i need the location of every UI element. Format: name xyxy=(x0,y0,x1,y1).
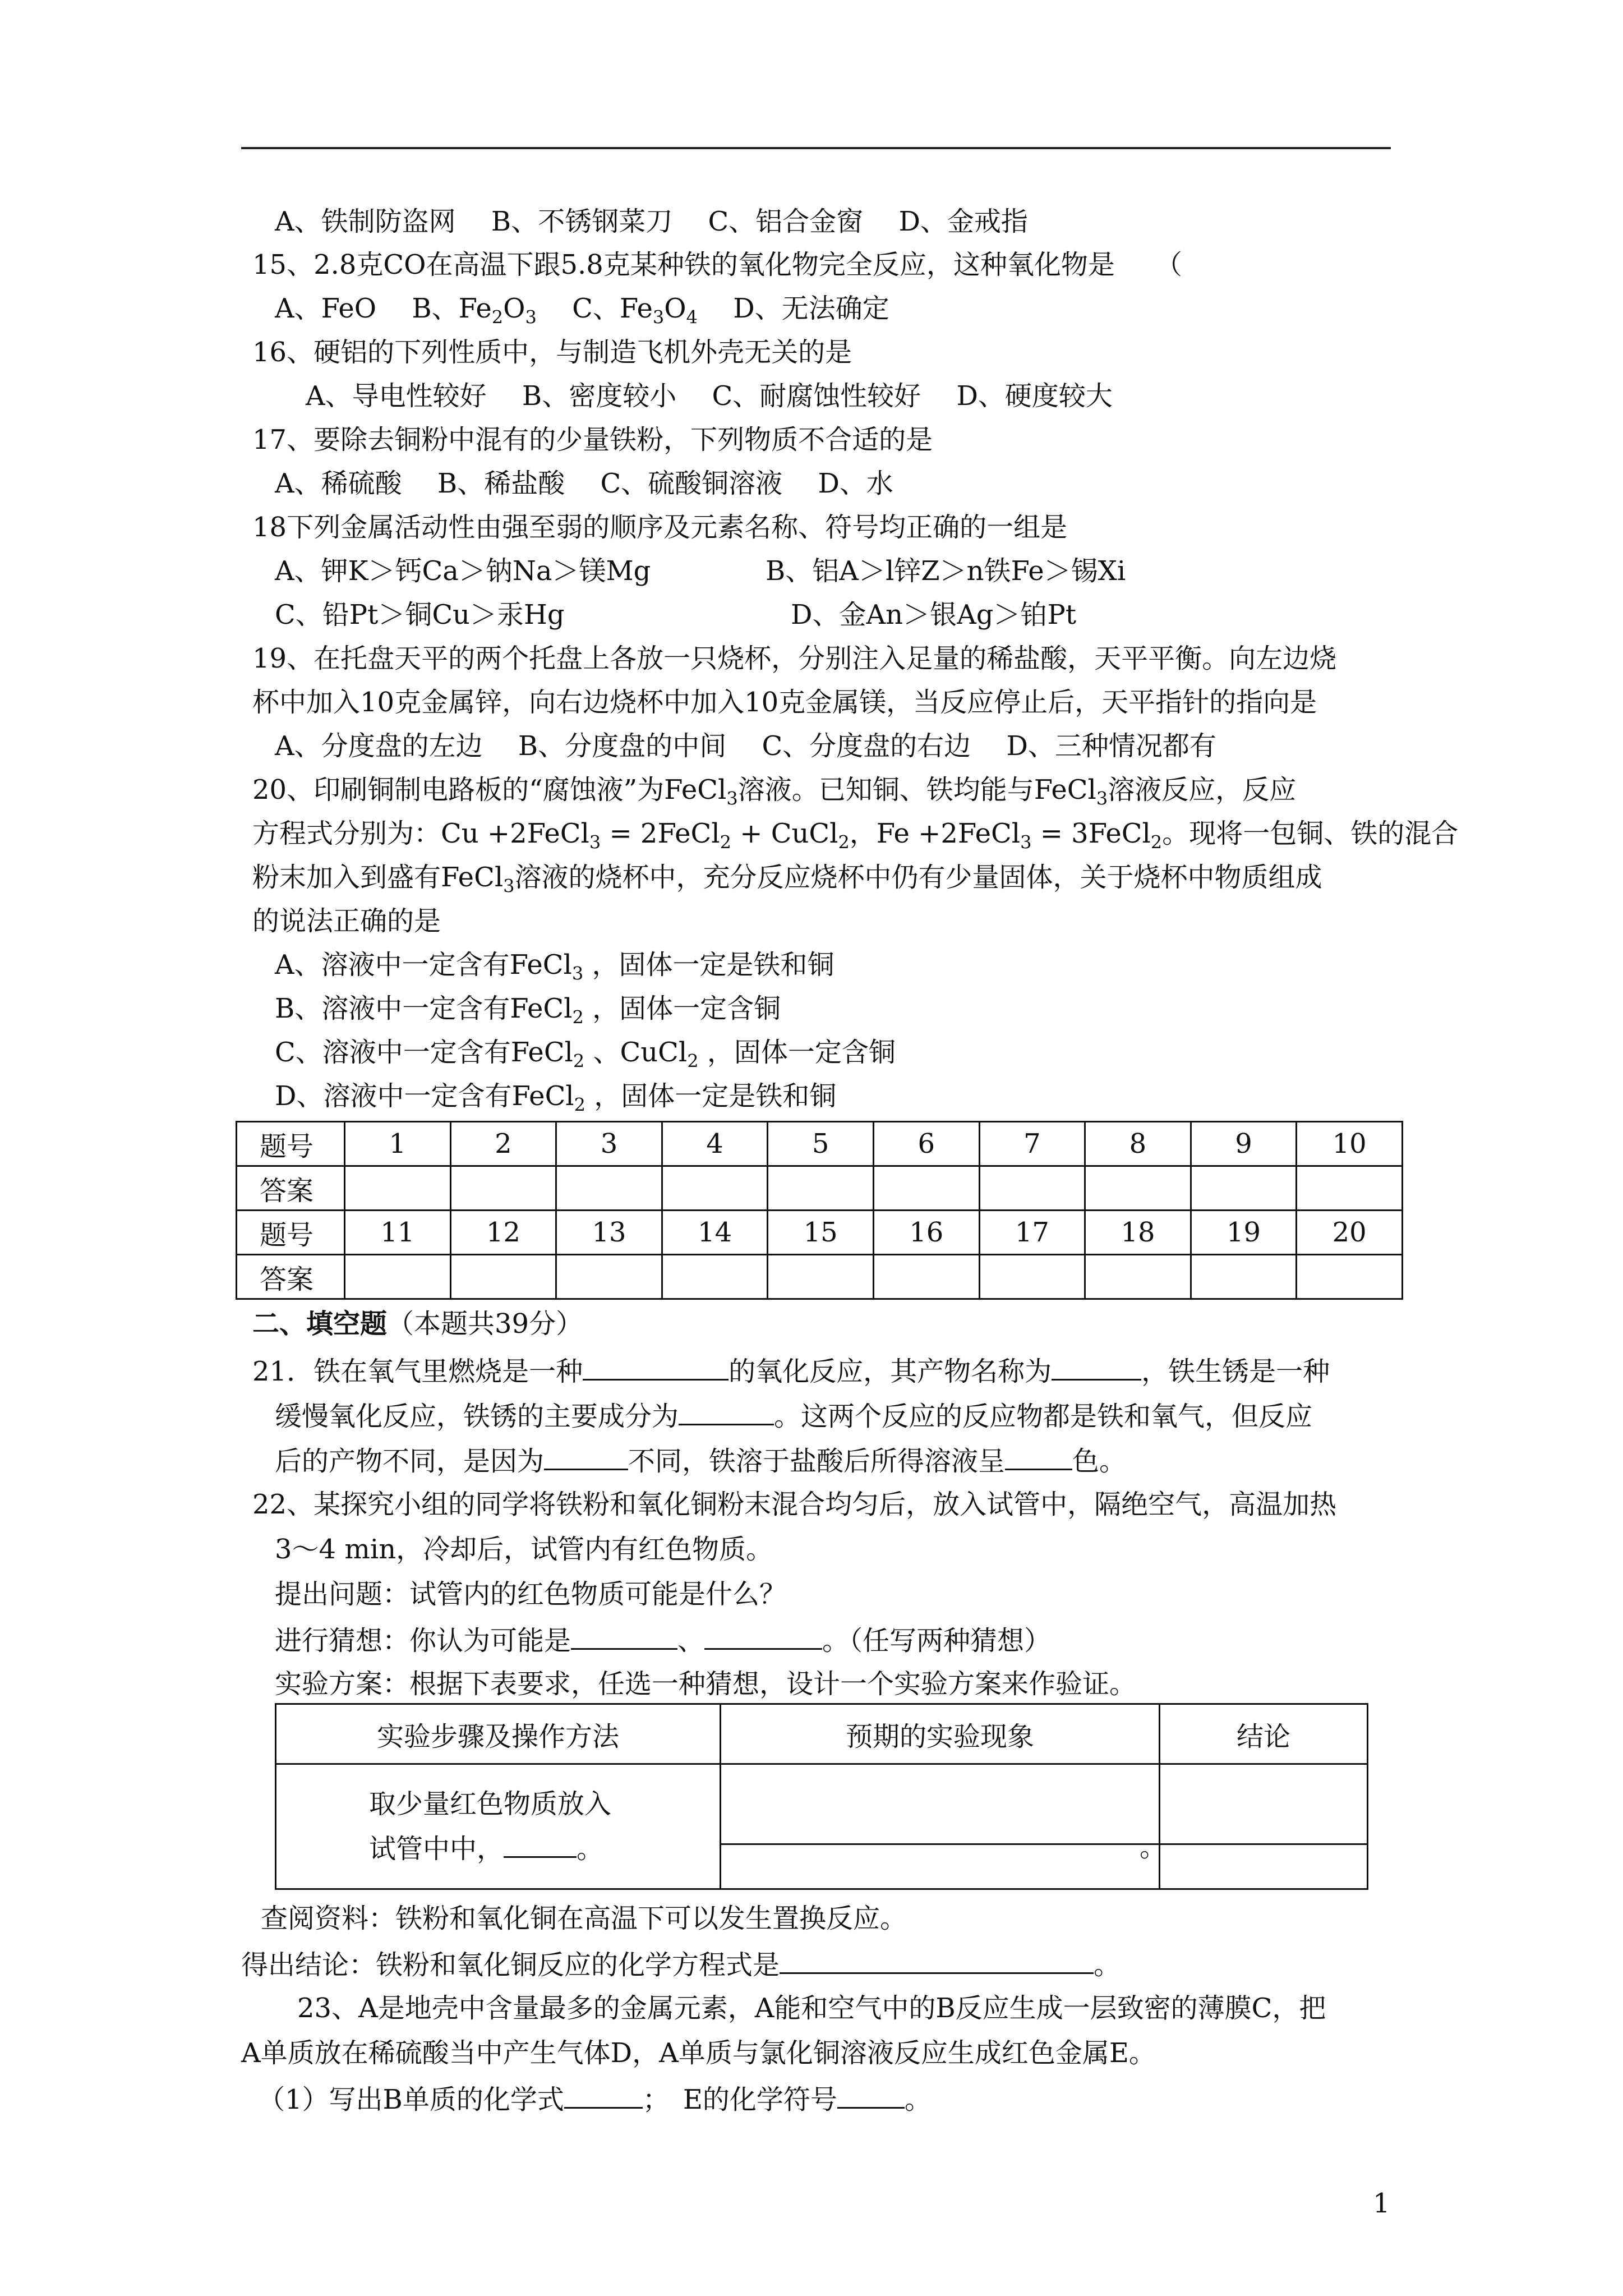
answer-table-cell: 2 xyxy=(450,1122,556,1166)
q20-line2: 方程式分别为：Cu +2FeCl$_3$ = 2FeCl$_2$ + CuCl$_2$，Fe +2FeCl$_3$ = 3FeCl$_2$。现将一包铜、铁的混合 xyxy=(252,818,1459,853)
q20-option-b: B、溶液中一定含有FeCl$_2$ ，固体一定含铜 xyxy=(275,993,781,1028)
q15-options: A、FeO B、$Fe_2O_3$ C、$Fe_3O_4$ D、无法确定 xyxy=(275,293,889,328)
experiment-table xyxy=(275,1703,1368,1890)
answer-table xyxy=(236,1121,1403,1300)
q19-options: A、分度盘的左边 B、分度盘的中间 C、分度盘的右边 D、三种情况都有 xyxy=(275,730,1216,762)
q19-line1: 19、在托盘天平的两个托盘上各放一只烧杯，分别注入足量的稀盐酸，天平平衡。向左边烧 xyxy=(252,643,1337,674)
q15-stem: 15、2.8克CO在高温下跟5.8克某种铁的氧化物完全反应，这种氧化物是 （ xyxy=(252,249,1182,280)
q21-line3: 后的产物不同，是因为 不同，铁溶于盐酸后所得溶液呈 色。 xyxy=(275,1443,1126,1478)
fill-blank[interactable] xyxy=(583,1353,728,1381)
phenomenon-inner-rule xyxy=(721,1843,1159,1845)
q20-option-a: A、溶液中一定含有FeCl$_3$ ，固体一定是铁和铜 xyxy=(275,949,834,984)
answer-blank[interactable] xyxy=(450,1166,556,1211)
answer-table-label-question: 题号 xyxy=(237,1122,345,1166)
q17-options: A、稀硫酸 B、稀盐酸 C、硫酸铜溶液 D、水 xyxy=(275,468,893,499)
answer-table-cell: 4 xyxy=(662,1122,768,1166)
q23-line1: 23、A是地壳中含量最多的金属元素，A能和空气中的B反应生成一层致密的薄膜C，把 xyxy=(297,1993,1326,2024)
answer-table-cell: 20 xyxy=(1297,1211,1403,1255)
answer-table-row-numbers-1 xyxy=(237,1122,1403,1166)
q21-line1: 21．铁在氧气里燃烧是一种 的氧化反应，其产物名称为 ，铁生锈是一种 xyxy=(252,1353,1330,1388)
q16-options: A、导电性较好 B、密度较小 C、耐腐蚀性较好 D、硬度较大 xyxy=(306,380,1113,412)
q22-line3: 提出问题：试管内的红色物质可能是什么？ xyxy=(275,1579,787,1610)
q23-line3: （1）写出B单质的化学式 ； E的化学符号 。 xyxy=(258,2081,932,2116)
q17-stem: 17、要除去铜粉中混有的少量铁粉，下列物质不合适的是 xyxy=(252,424,933,455)
answer-blank[interactable] xyxy=(450,1255,556,1299)
experiment-header-steps: 实验步骤及操作方法 xyxy=(276,1704,721,1764)
q22-line5: 实验方案：根据下表要求，任选一种猜想，设计一个实验方案来作验证。 xyxy=(275,1668,1137,1700)
answer-table-cell: 6 xyxy=(873,1122,979,1166)
experiment-header-phenomenon: 预期的实验现象 xyxy=(721,1704,1160,1764)
q20-option-c: C、溶液中一定含有FeCl$_2$ 、CuCl$_2$ ，固体一定含铜 xyxy=(275,1037,896,1072)
answer-table-cell: 18 xyxy=(1085,1211,1191,1255)
q14-options: A、铁制防盗网 B、不锈钢菜刀 C、铝合金窗 D、金戒指 xyxy=(275,206,1028,237)
experiment-steps-text-2: 试管中中， 。 xyxy=(369,1826,720,1871)
answer-table-cell: 10 xyxy=(1297,1122,1403,1166)
experiment-steps-cell xyxy=(276,1764,721,1889)
q22-line4: 进行猜想：你认为可能是 、 。（任写两种猜想） xyxy=(275,1622,1051,1658)
answer-table-cell: 17 xyxy=(979,1211,1085,1255)
answer-blank[interactable] xyxy=(556,1166,662,1211)
q18-option-c: C、铅Pt＞铜Cu＞汞Hg xyxy=(275,599,565,631)
fill-blank[interactable] xyxy=(564,2081,643,2109)
experiment-header-conclusion: 结论 xyxy=(1160,1704,1368,1764)
answer-blank[interactable] xyxy=(873,1255,979,1299)
experiment-phenomenon-cell[interactable] xyxy=(721,1764,1166,1889)
q22-line1: 22、某探究小组的同学将铁粉和氧化铜粉末混合均匀后，放入试管中，隔绝空气，高温加热 xyxy=(252,1489,1337,1520)
q20-line3: 粉末加入到盛有FeCl$_3$溶液的烧杯中，充分反应烧杯中仍有少量固体，关于烧杯中物质组成 xyxy=(252,862,1322,897)
answer-blank[interactable] xyxy=(345,1255,451,1299)
answer-table-label-answer: 答案 xyxy=(237,1166,345,1211)
answer-blank[interactable] xyxy=(768,1255,874,1299)
answer-blank[interactable] xyxy=(1191,1166,1297,1211)
answer-table-cell: 16 xyxy=(873,1211,979,1255)
answer-blank[interactable] xyxy=(768,1166,874,1211)
answer-blank[interactable] xyxy=(873,1166,979,1211)
fill-blank[interactable] xyxy=(704,1622,822,1650)
fill-blank[interactable] xyxy=(1005,1443,1072,1470)
answer-table-cell: 1 xyxy=(345,1122,451,1166)
answer-table-cell: 19 xyxy=(1191,1211,1297,1255)
q16-stem: 16、硬铝的下列性质中，与制造飞机外壳无关的是 xyxy=(252,337,852,368)
answer-table-label-answer: 答案 xyxy=(237,1255,345,1299)
section2-heading: 二、填空题（本题共39分） xyxy=(252,1308,583,1340)
answer-table-cell: 12 xyxy=(450,1211,556,1255)
q18-option-d: D、金An＞银Ag＞铂Pt xyxy=(791,599,1077,631)
answer-blank[interactable] xyxy=(1085,1166,1191,1211)
fill-blank[interactable] xyxy=(837,2081,905,2109)
answer-blank[interactable] xyxy=(662,1166,768,1211)
phenomenon-period: 。 xyxy=(1139,1832,1166,1863)
answer-blank[interactable] xyxy=(1297,1255,1403,1299)
fill-blank[interactable] xyxy=(571,1622,677,1650)
fill-blank[interactable] xyxy=(544,1443,628,1470)
q20-line1: 20、印刷铜制电路板的“腐蚀液”为FeCl$_3$溶液。已知铜、铁均能与FeCl$_3$溶液反应，反应 xyxy=(252,774,1297,809)
answer-table-cell: 13 xyxy=(556,1211,662,1255)
answer-table-cell: 15 xyxy=(768,1211,874,1255)
header-rule xyxy=(241,147,1391,149)
answer-table-label-question: 题号 xyxy=(237,1211,345,1255)
page-number: 1 xyxy=(1373,2188,1390,2219)
q22-line6: 查阅资料：铁粉和氧化铜在高温下可以发生置换反应。 xyxy=(261,1903,907,1934)
experiment-table-header xyxy=(276,1704,1368,1764)
answer-table-cell: 7 xyxy=(979,1122,1085,1166)
answer-blank[interactable] xyxy=(1191,1255,1297,1299)
answer-blank[interactable] xyxy=(1085,1255,1191,1299)
q21-line2: 缓慢氧化反应，铁锈的主要成分为 。这两个反应的反应物都是铁和氧气，但反应 xyxy=(275,1398,1312,1433)
answer-table-cell: 14 xyxy=(662,1211,768,1255)
answer-table-row-numbers-2 xyxy=(237,1211,1403,1255)
answer-blank[interactable] xyxy=(1297,1166,1403,1211)
q18-option-a: A、钾K＞钙Ca＞钠Na＞镁Mg xyxy=(275,555,651,587)
answer-table-cell: 8 xyxy=(1085,1122,1191,1166)
conclusion-inner-rule xyxy=(1160,1843,1367,1845)
q22-line7: 得出结论：铁粉和氧化铜反应的化学方程式是 。 xyxy=(241,1947,1121,1982)
answer-table-cell: 3 xyxy=(556,1122,662,1166)
experiment-conclusion-cell[interactable] xyxy=(1160,1764,1368,1889)
fill-blank[interactable] xyxy=(780,1947,1094,1974)
answer-table-cell: 5 xyxy=(768,1122,874,1166)
q23-line2: A单质放在稀硫酸当中产生气体D，A单质与氯化铜溶液反应生成红色金属E。 xyxy=(241,2037,1156,2069)
q18-option-b: B、铝A＞l锌Z＞n铁Fe＞锡Xi xyxy=(766,555,1126,587)
experiment-steps-text-1: 取少量红色物质放入 xyxy=(369,1788,612,1820)
fill-blank[interactable] xyxy=(1052,1353,1141,1381)
answer-blank[interactable] xyxy=(979,1255,1085,1299)
answer-blank[interactable] xyxy=(345,1166,451,1211)
answer-blank[interactable] xyxy=(556,1255,662,1299)
answer-table-cell: 11 xyxy=(345,1211,451,1255)
fill-blank[interactable] xyxy=(679,1398,774,1425)
q19-line2: 杯中加入10克金属锌，向右边烧杯中加入10克金属镁，当反应停止后，天平指针的指向是 xyxy=(252,687,1317,718)
q20-option-d: D、溶液中一定含有FeCl$_2$ ，固体一定是铁和铜 xyxy=(275,1080,837,1116)
q18-stem: 18下列金属活动性由强至弱的顺序及元素名称、符号均正确的一组是 xyxy=(252,512,1068,543)
fill-blank[interactable] xyxy=(504,1830,577,1858)
answer-table-row-answers-1 xyxy=(237,1166,1403,1211)
answer-blank[interactable] xyxy=(979,1166,1085,1211)
answer-table-row-answers-2 xyxy=(237,1255,1403,1299)
experiment-table-row xyxy=(276,1764,1368,1889)
q20-line4: 的说法正确的是 xyxy=(252,905,441,937)
answer-table-cell: 9 xyxy=(1191,1122,1297,1166)
answer-blank[interactable] xyxy=(662,1255,768,1299)
q22-line2: 3～4 min，冷却后，试管内有红色物质。 xyxy=(275,1534,773,1565)
